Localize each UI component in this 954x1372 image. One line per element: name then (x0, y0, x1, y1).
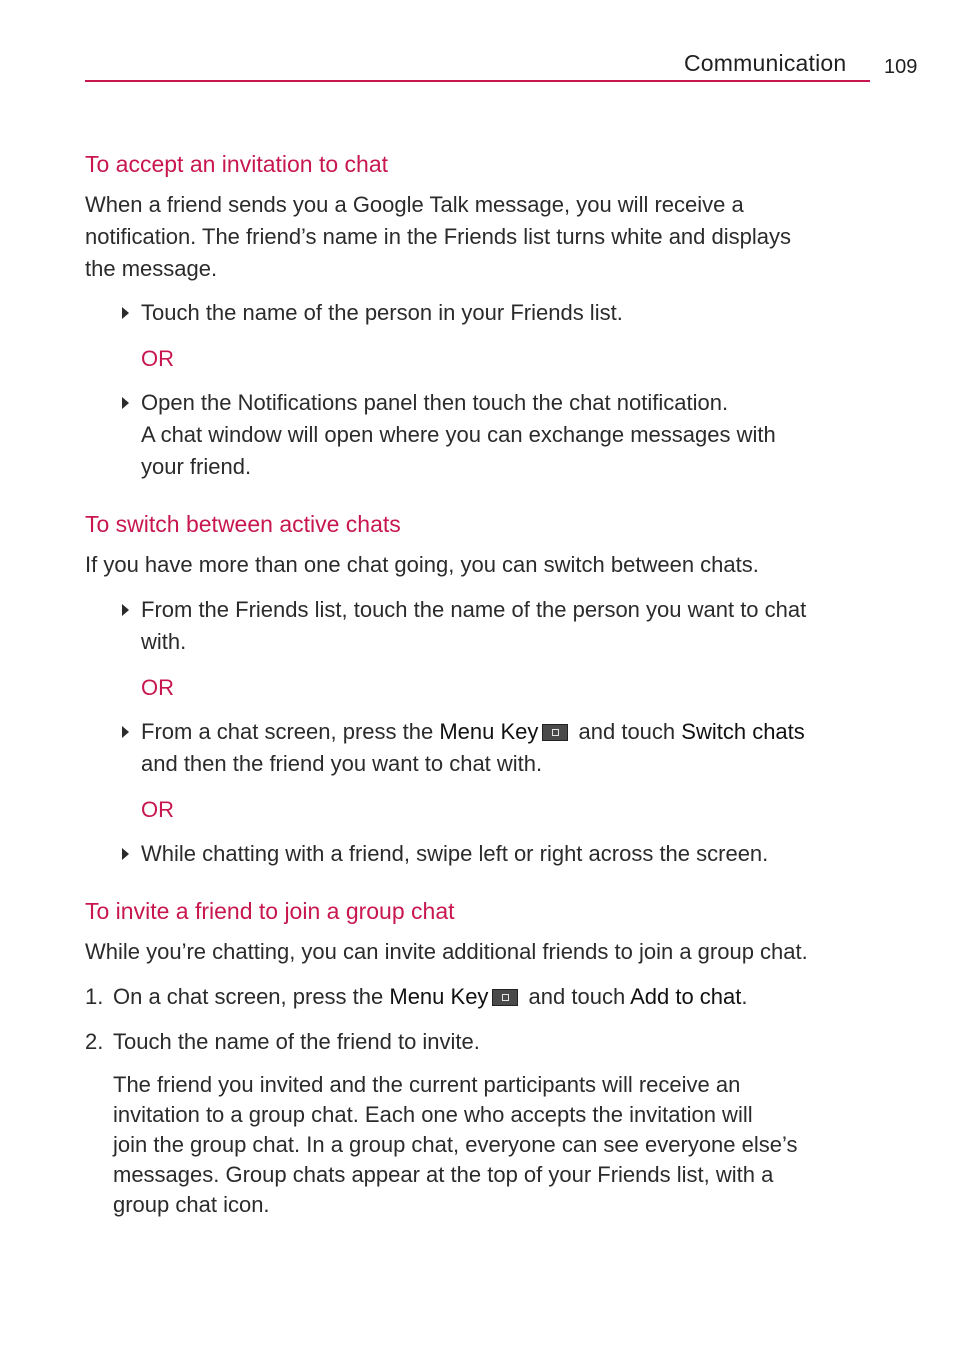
menu-key-icon (492, 989, 518, 1006)
menu-key-icon (542, 724, 568, 741)
text: On a chat screen, press the (113, 984, 390, 1009)
accept-intro-line-1: When a friend sends you a Google Talk message, you will receive a (85, 192, 744, 217)
heading-invite-group-chat: To invite a friend to join a group chat (85, 898, 455, 924)
invite-note-line-5: group chat icon. (113, 1192, 270, 1217)
invite-note-line-4: messages. Group chats appear at the top of your Friends list, with a (113, 1162, 774, 1187)
add-to-chat-label: Add to chat (630, 984, 742, 1009)
accept-bullet-1: Touch the name of the person in your Friends list. (141, 300, 623, 325)
invite-note-line-2: invitation to a group chat. Each one who accepts the invitation will (113, 1102, 753, 1127)
or-separator: OR (141, 797, 174, 822)
switch-bullet-3: While chatting with a friend, swipe left or right across the screen. (141, 841, 769, 866)
text: . (741, 984, 748, 1009)
invite-step-1 (113, 981, 748, 1013)
header-divider (85, 80, 870, 82)
invite-note-line-1: The friend you invited and the current participants will receive an (113, 1072, 741, 1097)
invite-step-2: Touch the name of the friend to invite. (113, 1029, 480, 1054)
accept-bullet-2-line-1: Open the Notifications panel then touch the chat notification. (141, 390, 729, 415)
bullet-arrow-icon (122, 397, 129, 409)
bullet-arrow-icon (122, 848, 129, 860)
invite-intro: While you’re chatting, you can invite additional friends to join a group chat. (85, 939, 808, 964)
menu-key-label: Menu Key (439, 719, 539, 744)
accept-bullet-2-line-3: your friend. (141, 454, 252, 479)
switch-chats-label: Switch chats (681, 719, 805, 744)
switch-intro: If you have more than one chat going, you can switch between chats. (85, 552, 759, 577)
switch-bullet-2-line-1 (141, 716, 805, 748)
invite-note-line-3: join the group chat. In a group chat, everyone can see everyone else’s (113, 1132, 798, 1157)
bullet-arrow-icon (122, 604, 129, 616)
bullet-arrow-icon (122, 307, 129, 319)
switch-bullet-2-line-2: and then the friend you want to chat with. (141, 751, 543, 776)
step-number: 2. (85, 1029, 104, 1054)
switch-bullet-1-line-1: From the Friends list, touch the name of the person you want to chat (141, 597, 807, 622)
heading-accept-invitation: To accept an invitation to chat (85, 151, 389, 177)
step-number: 1. (85, 984, 104, 1009)
accept-bullet-2-line-2: A chat window will open where you can exchange messages with (141, 422, 776, 447)
or-separator: OR (141, 675, 174, 700)
menu-key-label: Menu Key (389, 984, 489, 1009)
accept-intro-line-3: the message. (85, 256, 218, 281)
text: and touch (572, 719, 682, 744)
text: From a chat screen, press the (141, 719, 440, 744)
bullet-arrow-icon (122, 726, 129, 738)
header-section-title: Communication (684, 50, 847, 76)
heading-switch-chats: To switch between active chats (85, 511, 401, 537)
accept-intro-line-2: notification. The friend’s name in the Friends list turns white and displays (85, 224, 791, 249)
text: and touch (522, 984, 631, 1009)
switch-bullet-1-line-2: with. (141, 629, 187, 654)
page-number: 109 (884, 56, 918, 78)
or-separator: OR (141, 346, 174, 371)
